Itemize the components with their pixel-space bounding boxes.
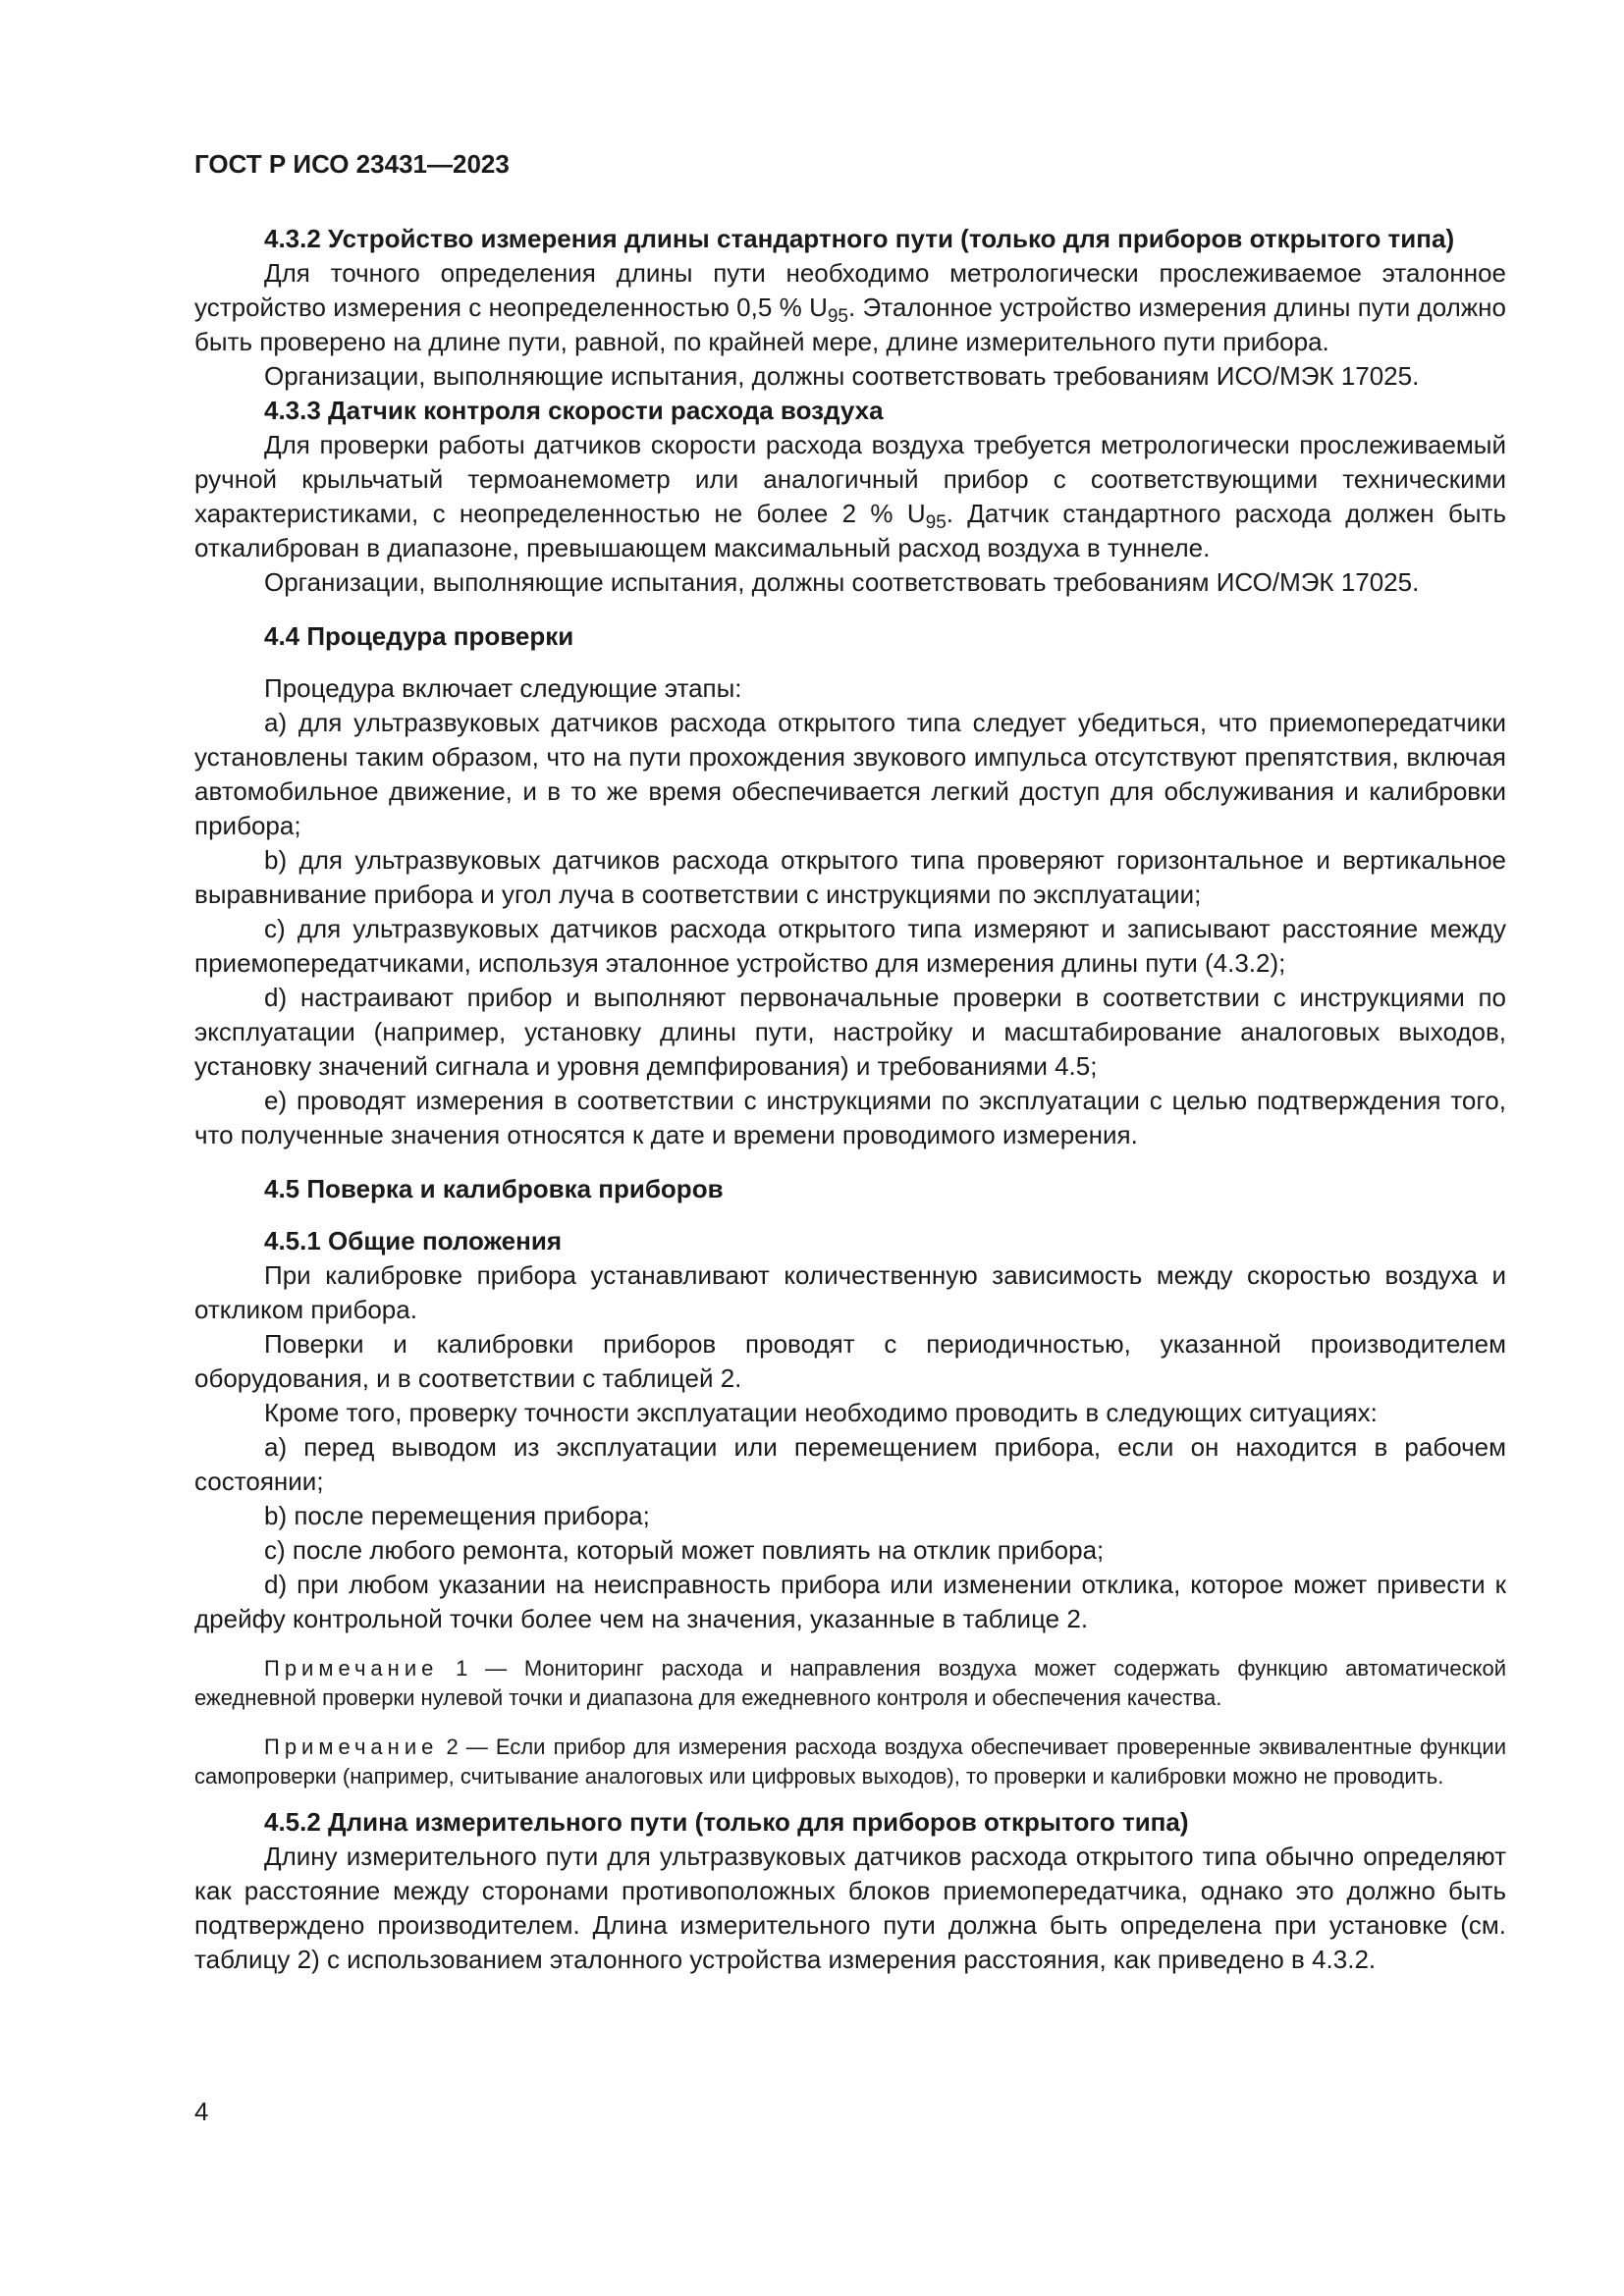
note-2 [194,1733,1506,1791]
section-4-5-1-paragraph-2: Поверки и калибровки приборов проводят с периодичностью, указанной производителем оборудования, и в соответствии с таблицей 2. [194,1329,1506,1393]
section-4-5-1-item-b: b) после перемещения прибора; [264,1501,650,1530]
note-1-text: 1 — Мониторинг расхода и направления воздуха может содержать функцию автоматической ежедневной проверки нулевой точки и диапазона для ежедневного контроля и обеспечения качества. [194,1656,1506,1710]
section-4-5-1-paragraph-1: При калибровке прибора устанавливают количественную зависимость между скоростью воздуха и откликом прибора. [194,1260,1506,1324]
section-4-3-2-paragraph-2: Организации, выполняющие испытания, должны соответствовать требованиям ИСО/МЭК 17025. [264,361,1420,391]
section-4-4-heading: 4.4 Процедура проверки [264,621,574,651]
section-4-4-item-a: a) для ультразвуковых датчиков расхода открытого типа следует убедиться, что приемопередатчики установлены таким образом, что на пути прохождения звукового импульса отсутствуют препятствия, включая автомобильное движение, и в то же время обеспечивается легкий доступ для обслуживания и калибровки прибора; [194,708,1506,840]
section-4-5-1-item-d: d) при любом указании на неисправность прибора или изменении отклика, которое может привести к дрейфу контрольной точки более чем на значения, указанные в таблице 2. [194,1570,1506,1633]
section-4-5-1-heading: 4.5.1 Общие положения [264,1226,562,1255]
section-4-5-heading: 4.5 Поверка и калибровка приборов [264,1174,724,1203]
section-4-5-2-paragraph-1: Длину измерительного пути для ультразвуковых датчиков расхода открытого типа обычно определяют как расстояние между сторонами противоположных блоков приемопередатчика, однако это должно быть подтверждено производителем. Длина измерительного пути должна быть определена при установке (см. таблицу 2) с использованием эталонного устройства измерения расстояния, как приведено в 4.3.2. [194,1842,1506,1974]
section-4-3-3-heading: 4.3.3 Датчик контроля скорости расхода воздуха [264,396,884,425]
document-body [194,222,1506,1977]
section-4-5-1-item-a: a) перед выводом из эксплуатации или перемещением прибора, если он находится в рабочем состоянии; [194,1432,1506,1496]
section-4-3-3-paragraph-2: Организации, выполняющие испытания, должны соответствовать требованиям ИСО/МЭК 17025. [264,567,1420,597]
page-number: 4 [194,2097,209,2126]
note-2-label: Примечание [264,1735,439,1759]
section-4-4-item-e: e) проводят измерения в соответствии с инструкциями по эксплуатации с целью подтверждения того, что полученные значения относятся к дате и времени проводимого измерения. [194,1086,1506,1149]
section-4-5-1-paragraph-3: Кроме того, проверку точности эксплуатации необходимо проводить в следующих ситуациях: [264,1398,1378,1427]
section-4-4-item-d: d) настраивают прибор и выполняют первоначальные проверки в соответствии с инструкциями по эксплуатации (например, установку длины пути, настройку и масштабирование аналоговых выходов, установку значений сигнала и уровня демпфирования) и требованиями 4.5; [194,983,1506,1081]
note-2-text: 2 — Если прибор для измерения расхода воздуха обеспечивает проверенные эквивалентные функции самопроверки (например, считывание аналоговых или цифровых выходов), то проверки и калибровки можно не проводить. [194,1735,1506,1789]
note-1 [194,1654,1506,1713]
section-4-3-3-paragraph-1: Для проверки работы датчиков скорости расхода воздуха требуется метрологически прослеживаемый ручной крыльчатый термоанемометр или аналогичный прибор с соответствующими техническими характеристиками, с неопределенностью не более 2 % $U_{95}$. Датчик стандартного расхода должен быть откалиброван в диапазоне, превышающем максимальный расход воздуха в туннеле. [194,430,1506,562]
note-1-label: Примечание [264,1656,439,1681]
document-header: ГОСТ Р ИСО 23431—2023 [194,149,510,179]
section-4-5-1-item-c: c) после любого ремонта, который может повлиять на отклик прибора; [264,1535,1105,1565]
section-4-4-intro: Процедура включает следующие этапы: [264,673,742,703]
section-4-4-item-b: b) для ультразвуковых датчиков расхода открытого типа проверяют горизонтальное и вертикальное выравнивание прибора и угол луча в соответствии с инструкциями по эксплуатации; [194,845,1506,909]
section-4-3-2-heading: 4.3.2 Устройство измерения длины стандартного пути (только для приборов открытого типа) [264,224,1455,253]
section-4-3-2-paragraph-1: Для точного определения длины пути необходимо метрологически прослеживаемое эталонное устройство измерения с неопределенностью 0,5 % $U_{95}$. Эталонное устройство измерения длины пути должно быть проверено на длине пути, равной, по крайней мере, длине измерительного пути прибора. [194,258,1506,356]
section-4-5-2-heading: 4.5.2 Длина измерительного пути (только для приборов открытого типа) [264,1807,1189,1837]
section-4-4-item-c: c) для ультразвуковых датчиков расхода открытого типа измеряют и записывают расстояние между приемопередатчиками, используя эталонное устройство для измерения длины пути (4.3.2); [194,914,1506,978]
